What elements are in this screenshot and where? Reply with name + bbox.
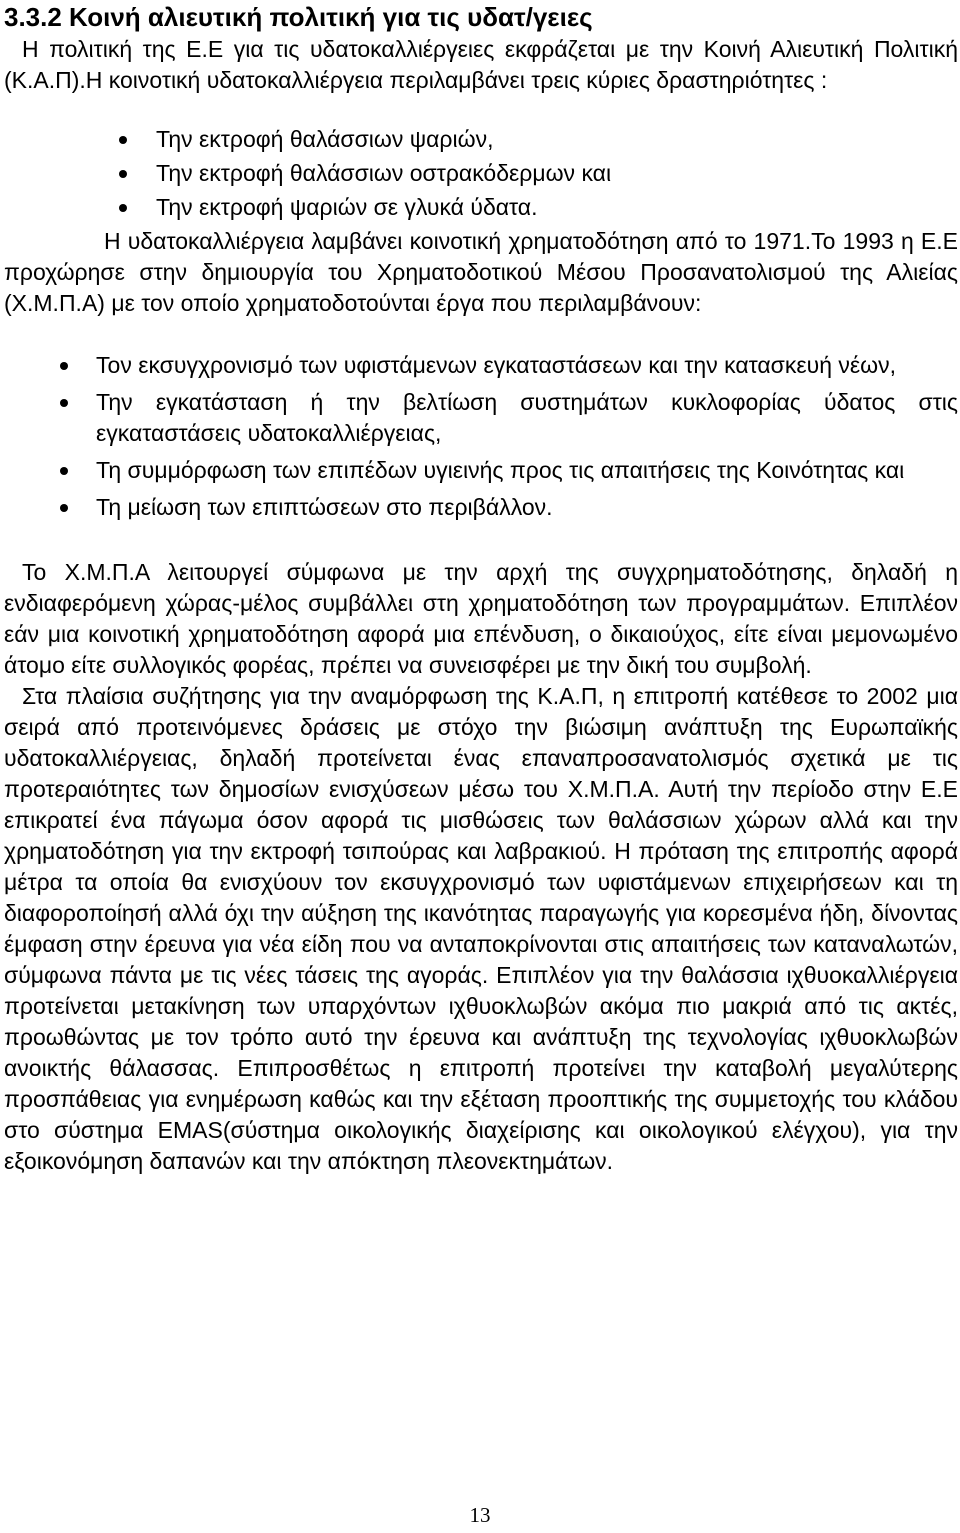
list-item: Τη συμμόρφωση των επιπέδων υγιεινής προς τις απαιτήσεις της Κοινότητας και <box>96 455 958 486</box>
page-number: 13 <box>469 1503 491 1527</box>
document-page <box>4 0 958 1177</box>
list-item: Την εκτροφή ψαριών σε γλυκά ύδατα. <box>156 192 958 223</box>
list-item: Την εκτροφή θαλάσσιων ψαριών, <box>156 124 958 155</box>
list-item: Τον εκσυγχρονισμό των υφιστάμενων εγκαταστάσεων και την κατασκευή νέων, <box>96 350 958 381</box>
reform-paragraph: Στα πλαίσια συζήτησης για την αναμόρφωση της Κ.Α.Π, η επιτροπή κατέθεσε το 2002 μια σειρά από προτεινόμενες δράσεις με στόχο την βιώσιμη ανάπτυξη της Ευρωπαϊκής υδατοκαλλιέργειας, δηλαδή προτείνεται ένας επαναπροσανατολισμός σχετικά με τις προτεραιότητες των δημοσίων ενισχύσεων μέσω του Χ.Μ.Π.Α. Αυτή την περίοδο στην Ε.Ε επικρατεί ένα πάγωμα όσον αφορά τις μισθώσεις των θαλάσσιων χώρων αλλά και την χρηματοδότηση για την εκτροφή τσιπούρας και λαβρακιού. Η πρόταση της επιτροπής αφορά μέτρα τα οποία θα ενισχύουν τον εκσυγχρονισμό των υφιστάμενων επιχειρήσεων και τη διαφοροποίησή αλλά όχι την αύξηση της ικανότητας παραγωγής για κορεσμένα ήδη, δίνοντας έμφαση στην έρευνα για νέα είδη που να ανταποκρίνονται στις απαιτήσεις των καταναλωτών, σύμφωνα πάντα με τις νέες τάσεις της αγοράς. Επιπλέον για την θαλάσσια ιχθυοκαλλιέργεια προτείνεται μετακίνηση των υπαρχόντων ιχθυοκλωβών ακόμα πιο μακριά από τις ακτές, προωθώντας με τον τρόπο αυτό την έρευνα και ανάπτυξη της τεχνολογίας ιχθυοκλωβών ανοικτής θάλασσας. Επιπροσθέτως η επιτροπή προτείνει την καταβολή μεγαλύτερης προσπάθειας για ενημέρωση καθώς και την εξέταση προοπτικής της συμμετοχής του κλάδου στο σύστημα EMAS(σύστημα οικολογικής διαχείρισης και οικολογικού ελέγχου), για την εξοικονόμηση δαπανών και την απόκτηση πλεονεκτημάτων. <box>4 683 958 1174</box>
list-item: Την εγκατάσταση ή την βελτίωση συστημάτων κυκλοφορίας ύδατος στις εγκαταστάσεις υδατοκαλλιέργειας, <box>96 387 958 449</box>
projects-list <box>4 350 958 523</box>
list-item: Τη μείωση των επιπτώσεων στο περιβάλλον. <box>96 492 958 523</box>
funding-paragraph: Η υδατοκαλλιέργεια λαμβάνει κοινοτική χρηματοδότηση από το 1971.Το 1993 η Ε.Ε προχώρησε στην δημιουργία του Χρηματοδοτικού Μέσου Προσανατολισμού της Αλιείας (Χ.Μ.Π.Α) με τον οποίο χρηματοδοτούνται έργα που περιλαμβάνουν: <box>4 228 958 316</box>
section-heading: 3.3.2 Κοινή αλιευτική πολιτική για τις υδατ/γειες <box>4 2 593 32</box>
activities-list <box>4 124 958 223</box>
cofinancing-paragraph: Το Χ.Μ.Π.Α λειτουργεί σύμφωνα με την αρχή της συγχρηματοδότησης, δηλαδή η ενδιαφερόμενη χώρας-μέλος συμβάλλει στη χρηματοδότηση των προγραμμάτων. Επιπλέον εάν μια κοινοτική χρηματοδότηση αφορά μια επένδυση, ο δικαιούχος, είτε είναι μεμονωμένο άτομο είτε συλλογικός φορέας, πρέπει να συνεισφέρει με την δική του συμβολή. <box>4 559 958 678</box>
list-item: Την εκτροφή θαλάσσιων οστρακόδερμων και <box>156 158 958 189</box>
intro-paragraph: Η πολιτική της Ε.Ε για τις υδατοκαλλιέργειες εκφράζεται με την Κοινή Αλιευτική Πολιτική (Κ.Α.Π).Η κοινοτική υδατοκαλλιέργεια περιλαμβάνει τρεις κύριες δραστηριότητες : <box>4 36 958 93</box>
